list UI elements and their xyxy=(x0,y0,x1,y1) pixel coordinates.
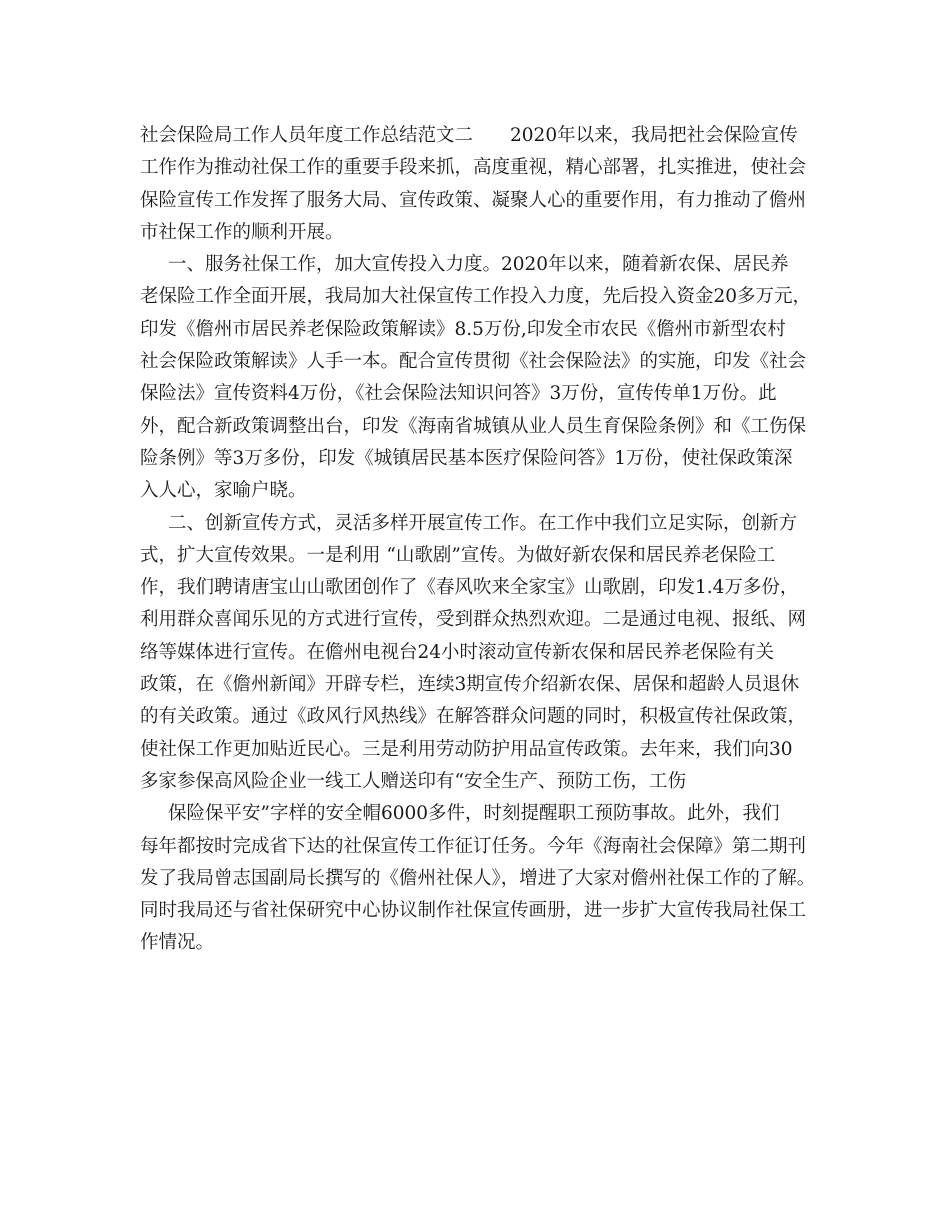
text-line: 利用群众喜闻乐见的方式进行宣传，受到群众热烈欢迎。二是通过电视、报纸、网 xyxy=(140,609,807,631)
text-line: 社会保险政策解读》人手一本。配合宣传贯彻《社会保险法》的实施，印发《社会 xyxy=(140,351,807,373)
text-line: 老保险工作全面开展，我局加大社保宣传工作投入力度，先后投入资金20多万元， xyxy=(140,286,812,308)
document-body xyxy=(140,120,830,960)
text-line: 市社保工作的顺利开展。 xyxy=(140,221,344,243)
text-line: 作，我们聘请唐宝山山歌团创作了《春风吹来全家宝》山歌剧，印发1.4万多份， xyxy=(140,577,799,599)
text-line: 一、服务社保工作，加大宣传投入力度。2020年以来，随着新农保、居民养 xyxy=(168,254,789,276)
text-line: 外，配合新政策调整出台，印发《海南省城镇从业人员生育保险条例》和《工伤保 xyxy=(140,415,807,437)
text-line: 印发《儋州市居民养老保险政策解读》8.5万份,印发全市农民《儋州市新型农村 xyxy=(140,318,786,340)
text-line: 工作作为推动社保工作的重要手段来抓，高度重视，精心部署，扎实推进，使社会 xyxy=(140,157,807,179)
text-line: 同时我局还与省社保研究中心协议制作社保宣传画册，进一步扩大宣传我局社保工 xyxy=(140,900,807,922)
text-line: 入人心，家喻户晓。 xyxy=(140,480,307,502)
text-line: 多家参保高风险企业一线工人赠送印有“安全生产、预防工伤，工伤 xyxy=(140,770,686,792)
text-line: 险条例》等3万多份，印发《城镇居民基本医疗保险问答》1万份，使社保政策深 xyxy=(140,447,793,469)
text-line: 二、创新宣传方式，灵活多样开展宣传工作。在工作中我们立足实际，创新方 xyxy=(168,512,798,534)
text-line: 使社保工作更加贴近民心。三是利用劳动防护用品宣传政策。去年来，我们向30 xyxy=(140,738,793,760)
text-line: 保险保平安”字样的安全帽6000多件，时刻提醒职工预防事故。此外，我们 xyxy=(168,803,780,825)
text-line: 络等媒体进行宣传。在儋州电视台24小时滚动宣传新农保和居民养老保险有关 xyxy=(140,641,775,663)
text-line: 政策，在《儋州新闻》开辟专栏，连续3期宣传介绍新农保、居保和超龄人员退休 xyxy=(140,674,800,696)
text-line: 的有关政策。通过《政风行风热线》在解答群众问题的同时，积极宣传社保政策， xyxy=(140,706,807,728)
text-line: 社会保险局工作人员年度工作总结范文二 2020年以来，我局把社会保险宣传 xyxy=(140,125,798,146)
text-line: 保险宣传工作发挥了服务大局、宣传政策、凝聚人心的重要作用，有力推动了儋州 xyxy=(140,189,807,211)
text-line: 作情况。 xyxy=(140,932,215,954)
text-line: 保险法》宣传资料4万份，《社会保险法知识问答》3万份，宣传传单1万份。此 xyxy=(140,383,777,405)
text-line: 每年都按时完成省下达的社保宣传工作征订任务。今年《海南社会保障》第二期刊 xyxy=(140,835,807,857)
text-line: 发了我局曾志国副局长撰写的《儋州社保人》，增进了大家对儋州社保工作的了解。 xyxy=(140,867,816,889)
text-line: 式，扩大宣传效果。一是利用 “山歌剧”宣传。为做好新农保和居民养老保险工 xyxy=(140,544,776,566)
